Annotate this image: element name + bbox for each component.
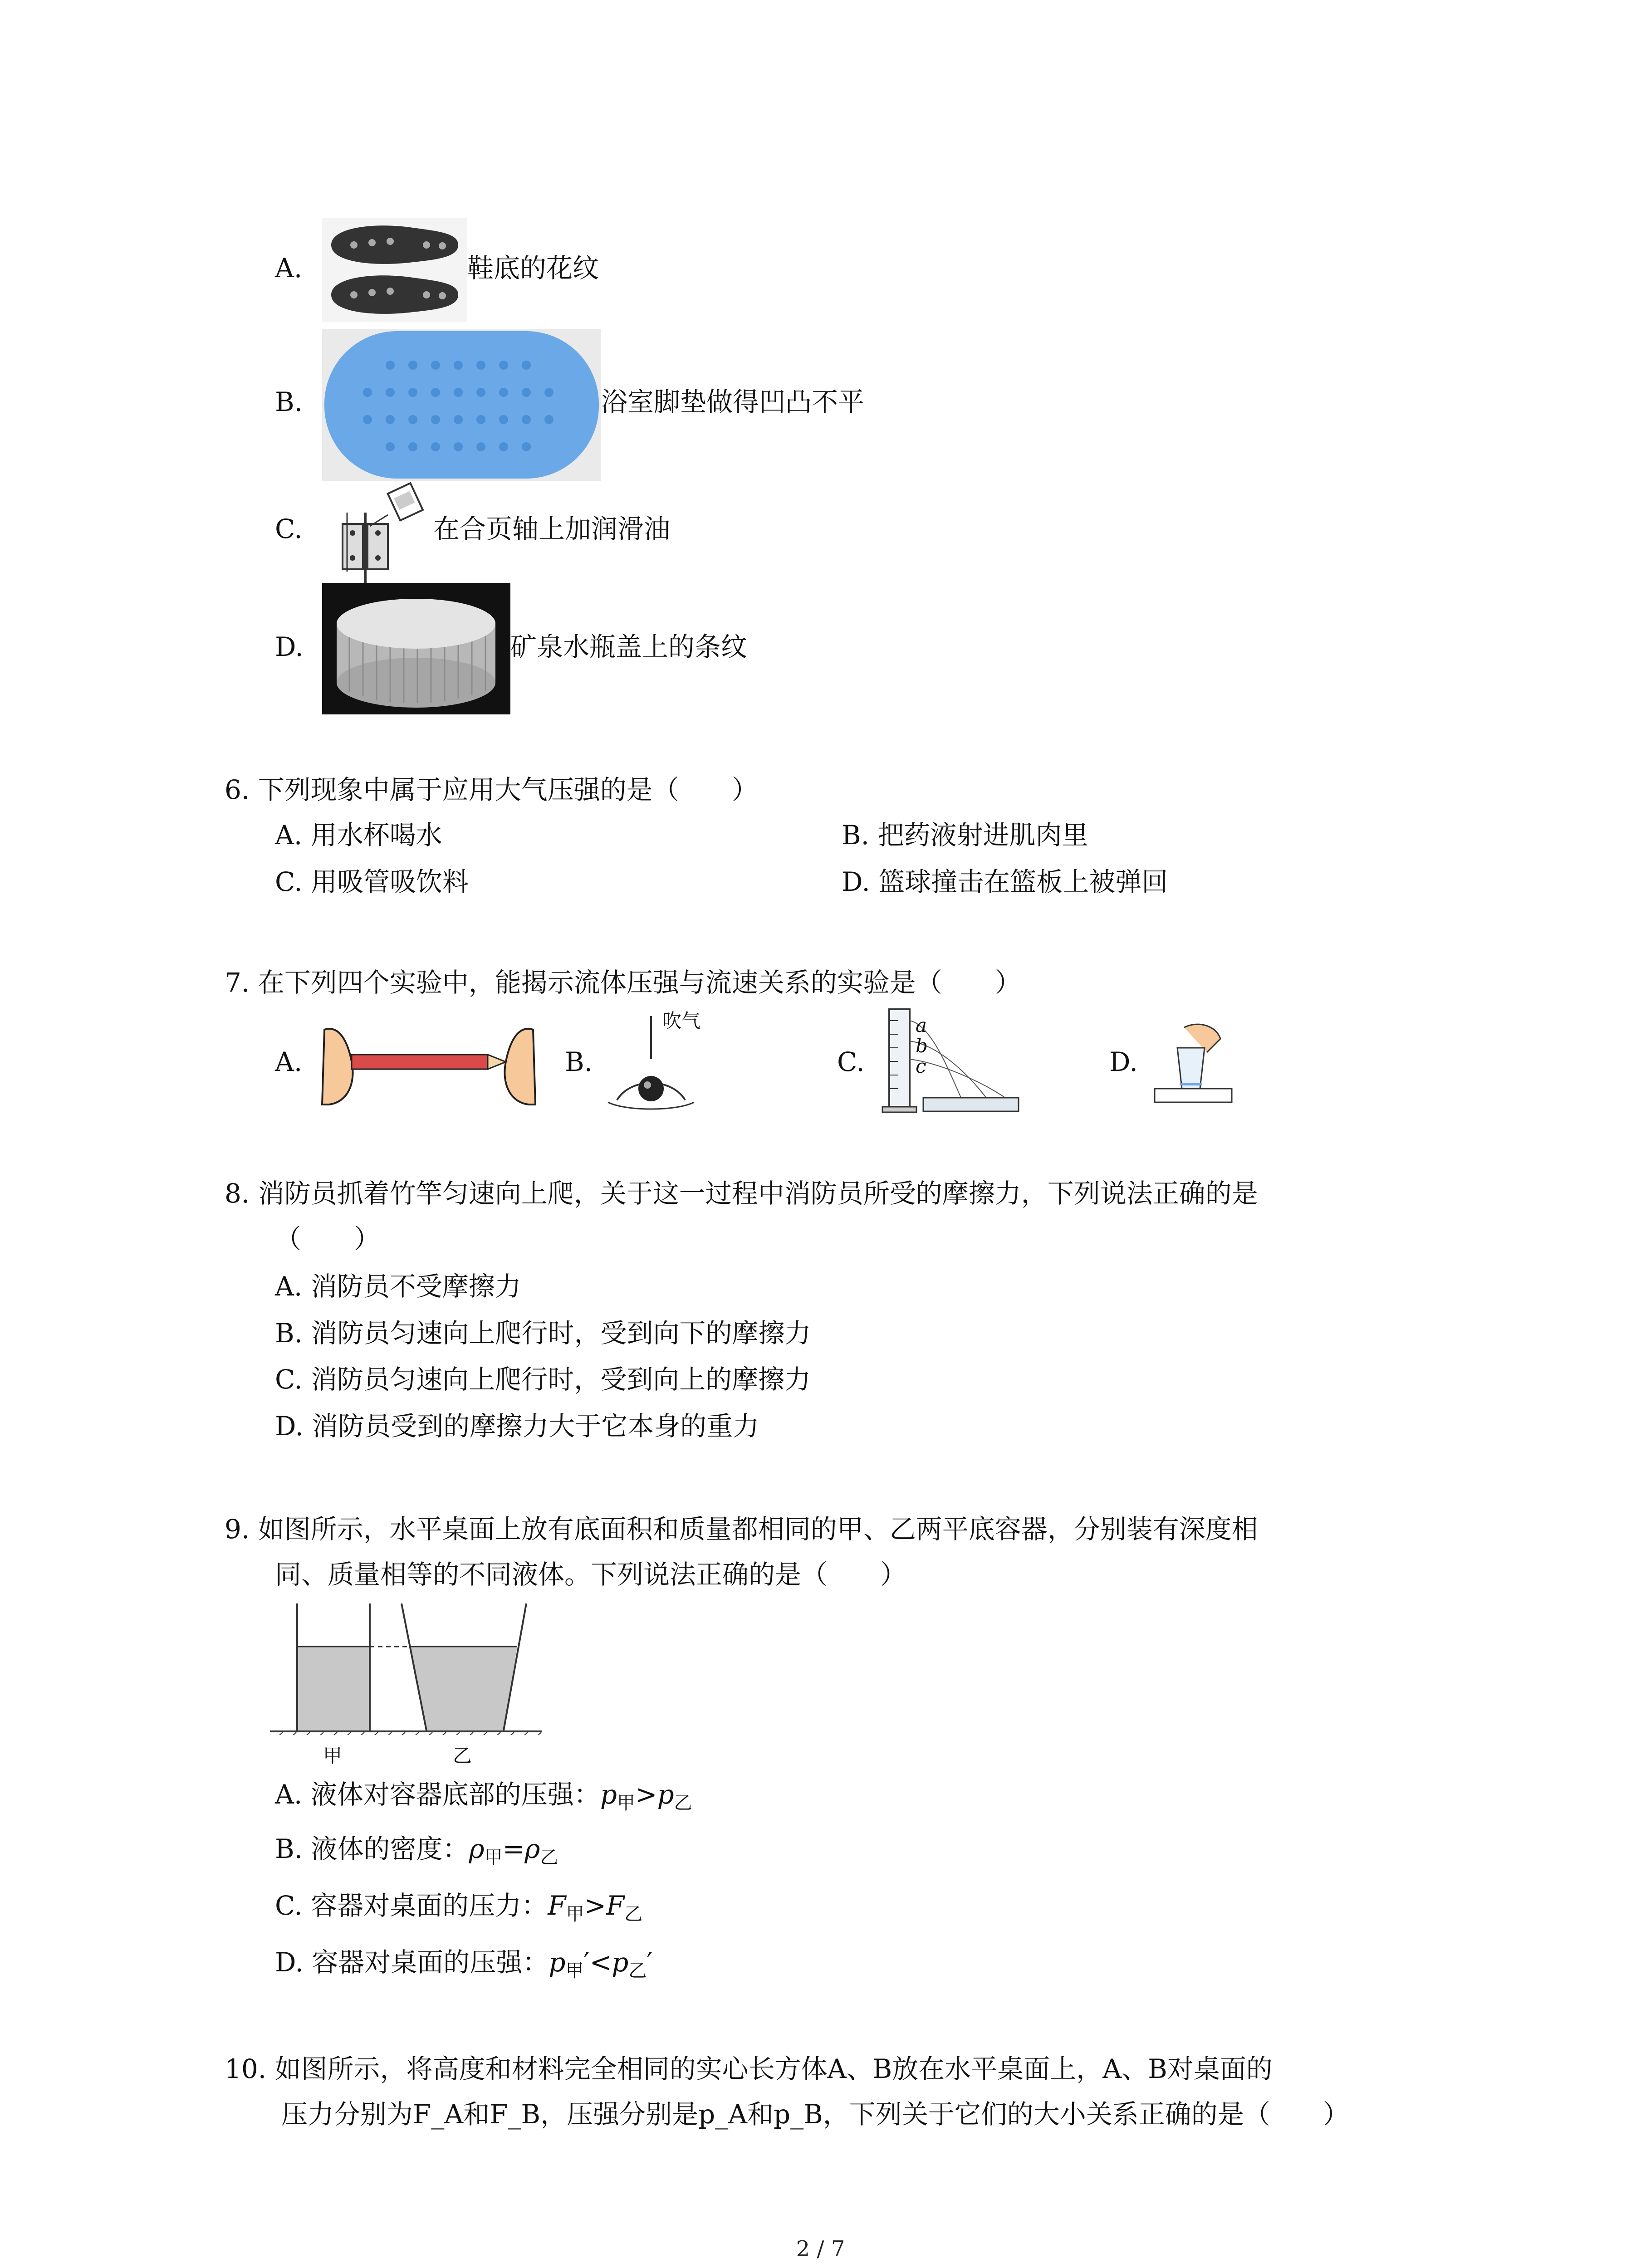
bath-mat-image	[322, 329, 601, 481]
q8-option-c: C. 消防员匀速向上爬行时，受到向上的摩擦力	[275, 1364, 811, 1395]
q5-option-b-letter: B.	[275, 386, 303, 417]
q10-stem-line2: 压力分别为F_A和F_B，压强分别是p_A和p_B，下列关于它们的大小关系正确的是（ ）	[281, 2099, 1349, 2130]
q9-label-jia: 甲	[323, 1745, 343, 1767]
q5-option-c-text: 在合页轴上加润滑油	[433, 513, 671, 544]
q5-option-a-letter: A.	[275, 253, 303, 284]
q7-stem: 7. 在下列四个实验中，能揭示流体压强与流速关系的实验是（ ）	[225, 967, 1021, 998]
q9-option-d: D. 容器对桌面的压强：$p_甲'<p_乙'$	[275, 1947, 653, 1981]
hinge-oil-image	[320, 481, 433, 585]
q7-point-b: b	[916, 1035, 928, 1057]
q9-option-c: C. 容器对桌面的压力：$F_甲>F_乙$	[275, 1890, 643, 1925]
shoe-sole-image	[322, 218, 467, 322]
q7-option-a-letter: A.	[275, 1046, 303, 1077]
q7-point-c: c	[916, 1055, 926, 1077]
q5-option-b-text: 浴室脚垫做得凹凸不平	[601, 386, 865, 417]
q6-option-d: D. 篮球撞击在篮板上被弹回	[842, 866, 1168, 897]
q9-stem-line2: 同、质量相等的不同液体。下列说法正确的是（ ）	[275, 1559, 907, 1590]
q5-option-d-text: 矿泉水瓶盖上的条纹	[510, 631, 748, 662]
q10-stem-line1: 10. 如图所示，将高度和材料完全相同的实心长方体A、B放在水平桌面上，A、B对桌面的	[225, 2053, 1273, 2084]
q7-option-d-letter: D.	[1109, 1046, 1138, 1077]
q9-option-b: B. 液体的密度：$\rho_甲=\rho_乙$	[275, 1833, 558, 1868]
q7-point-a: a	[916, 1014, 927, 1036]
q6-stem: 6. 下列现象中属于应用大气压强的是（ ）	[225, 774, 758, 805]
two-containers-figure	[270, 1603, 542, 1735]
q5-option-a-text: 鞋底的花纹	[467, 253, 599, 284]
page-number: 2 / 7	[796, 2236, 845, 2262]
q6-option-b: B. 把药液射进肌肉里	[842, 820, 1088, 850]
inverted-cup-image	[1152, 1021, 1234, 1107]
q8-option-b: B. 消防员匀速向上爬行时，受到向下的摩擦力	[275, 1318, 811, 1349]
bottle-cap-image	[322, 583, 510, 714]
q8-option-d: D. 消防员受到的摩擦力大于它本身的重力	[275, 1411, 759, 1442]
q5-option-d-letter: D.	[275, 631, 304, 662]
q9-option-a: A. 液体对容器底部的压强：$p_甲>p_乙$	[275, 1779, 692, 1813]
q8-stem-line1: 8. 消防员抓着竹竿匀速向上爬，关于这一过程中消防员所受的摩擦力，下列说法正确的是	[225, 1178, 1258, 1209]
q9-label-yi: 乙	[453, 1745, 472, 1767]
pencil-fingers-image	[320, 1021, 538, 1107]
q6-option-a: A. 用水杯喝水	[275, 820, 442, 850]
q7-option-c-letter: C.	[837, 1046, 865, 1077]
q5-option-c-letter: C.	[275, 513, 303, 544]
q8-option-a: A. 消防员不受摩擦力	[275, 1271, 521, 1302]
q7-blow-label: 吹气	[662, 1010, 701, 1032]
q8-stem-line2: （ ）	[275, 1223, 381, 1254]
q9-stem-line1: 9. 如图所示，水平桌面上放有底面积和质量都相同的甲、乙两平底容器，分别装有深度相	[225, 1514, 1258, 1545]
water-column-image	[878, 1007, 1023, 1116]
q7-option-b-letter: B.	[565, 1046, 593, 1077]
q6-option-c: C. 用吸管吸饮料	[275, 866, 469, 897]
